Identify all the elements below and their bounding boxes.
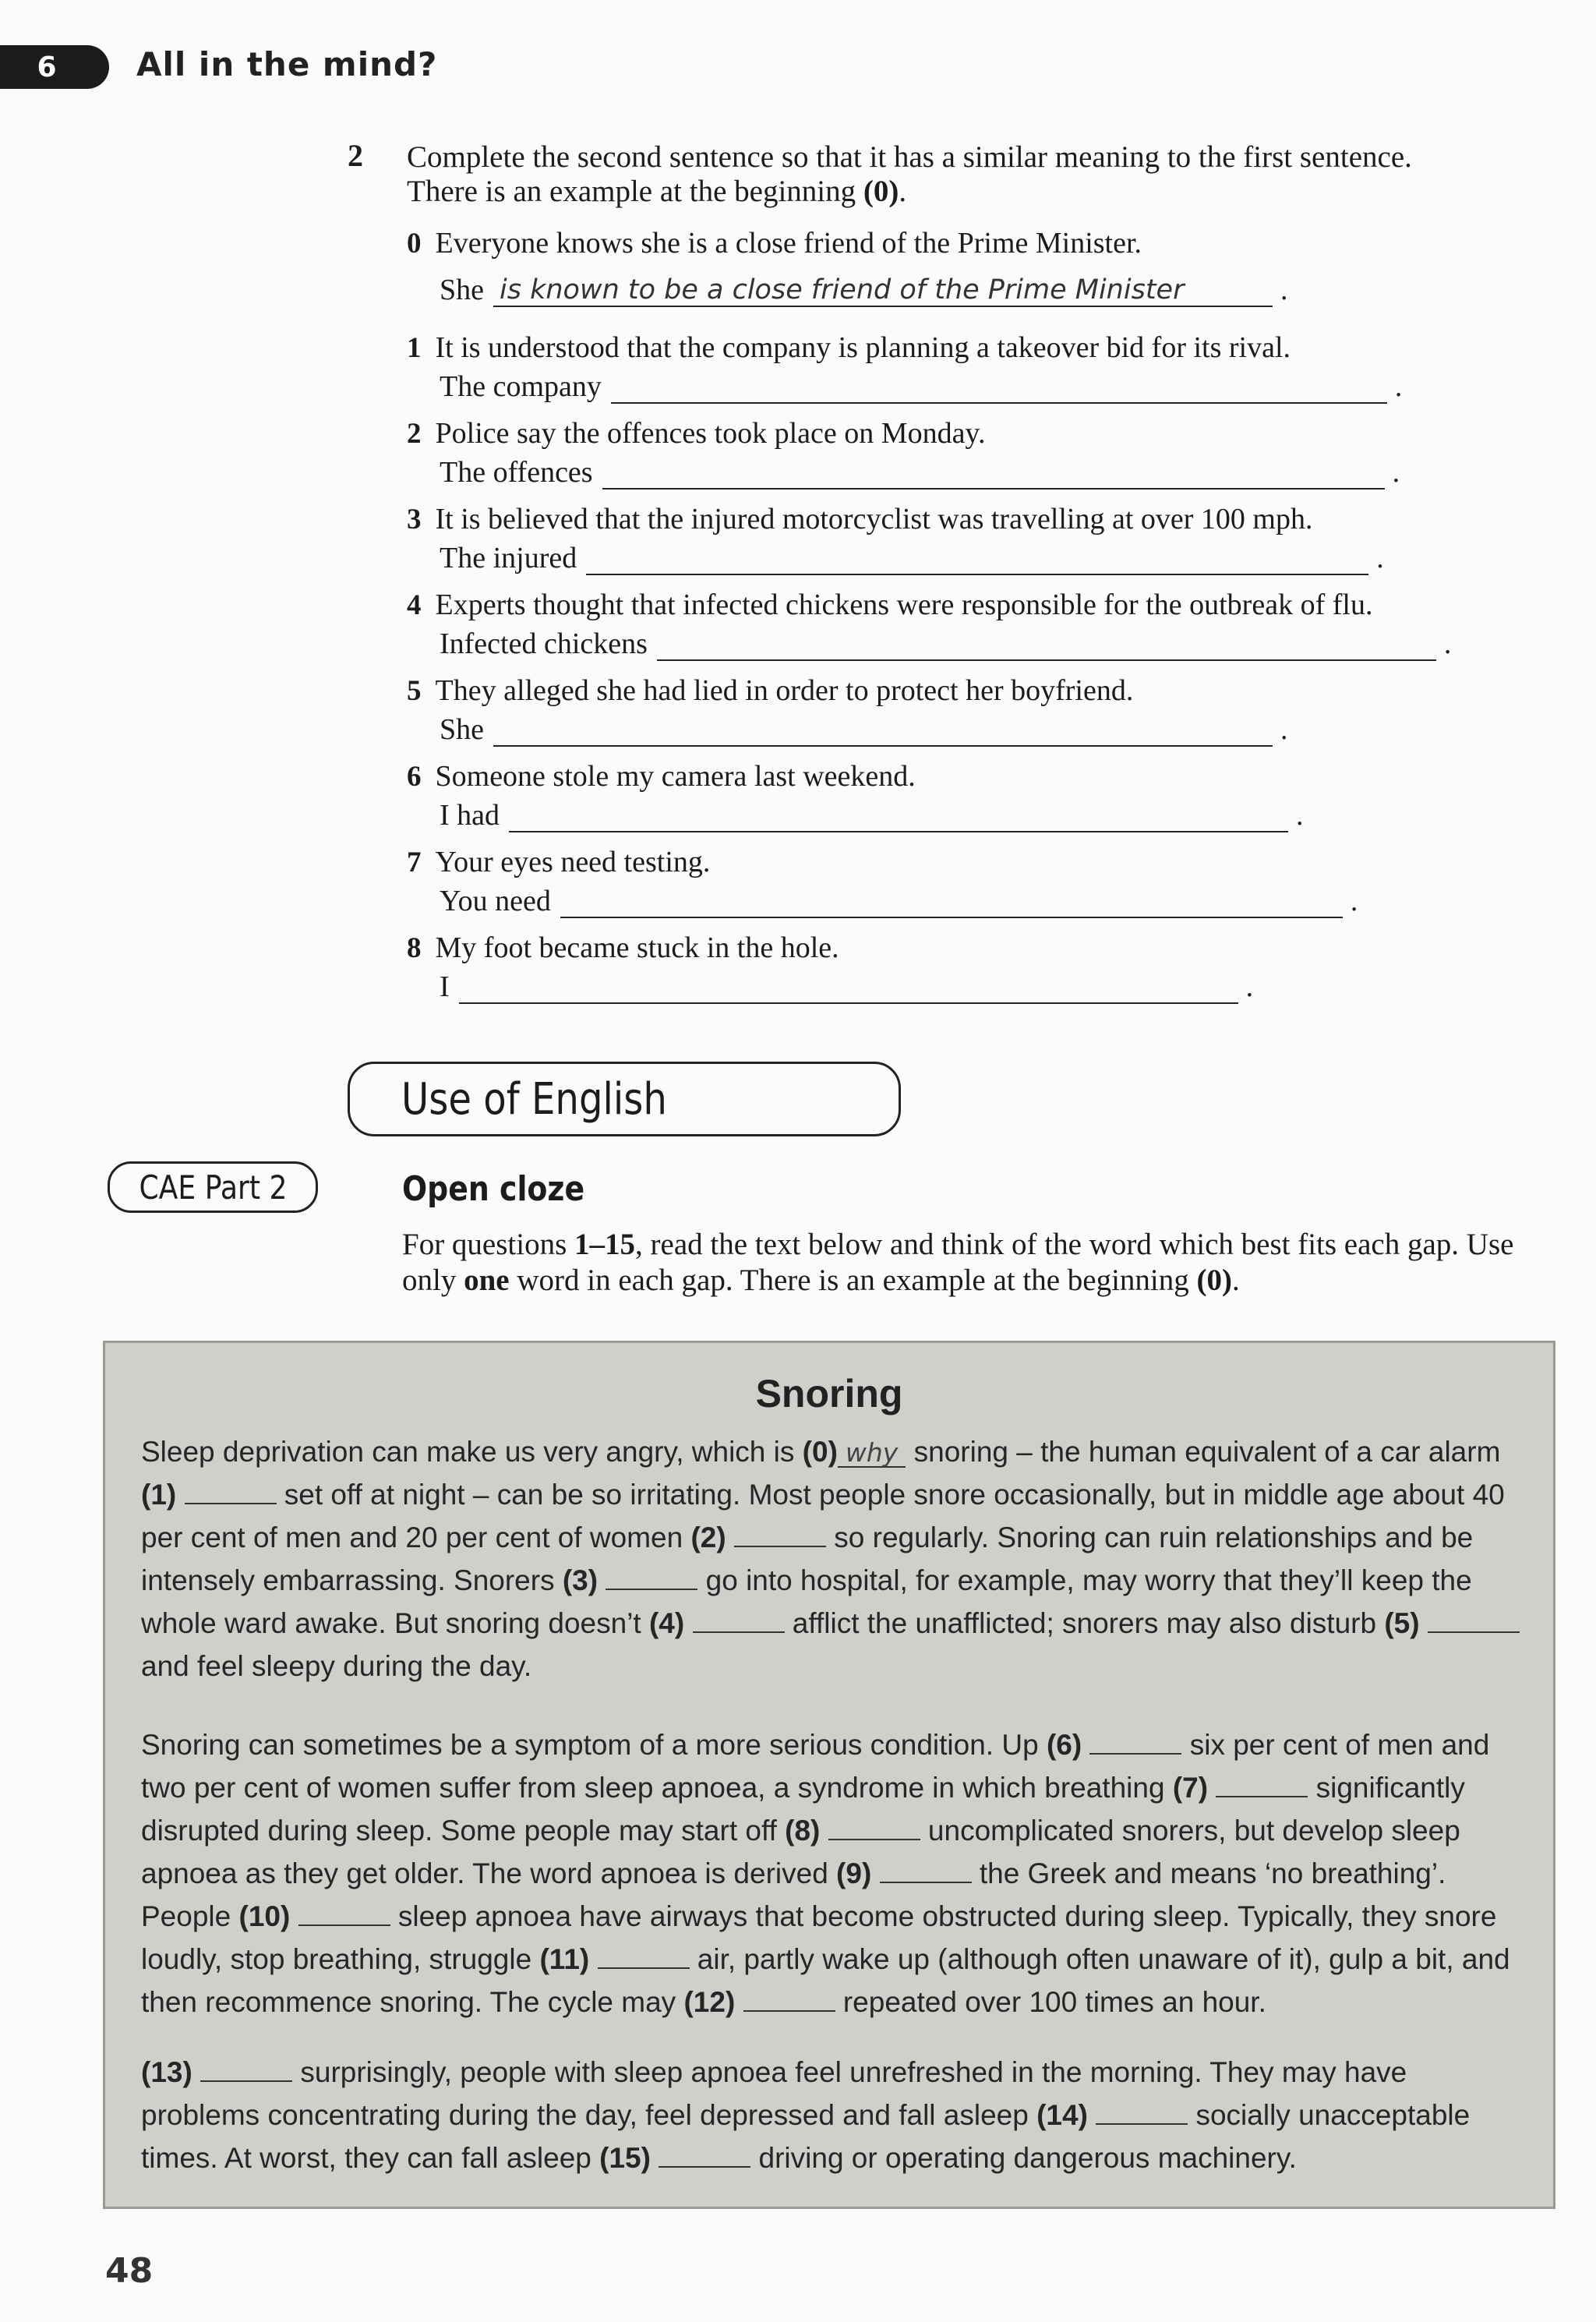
answer-row: She .	[440, 713, 1288, 746]
question-item: 3 It is believed that the injured motorcyclist was travelling at over 100 mph.	[407, 503, 1313, 535]
question-item: 4 Experts thought that infected chickens were responsible for the outbreak of flu.	[407, 588, 1373, 621]
answer-row: Infected chickens .	[440, 627, 1452, 660]
gap-5[interactable]	[1428, 1608, 1520, 1633]
answer-row: I .	[440, 970, 1254, 1003]
answer-field[interactable]	[611, 374, 1387, 404]
gap-14[interactable]	[1096, 2100, 1188, 2125]
answer-row: You need .	[440, 885, 1358, 917]
question-item: 2 Police say the offences took place on Monday.	[407, 417, 986, 450]
unit-number-tab: 6	[0, 45, 109, 89]
task-instructions: For questions 1–15, read the text below and think of the word which best fits each gap. Use only one word in each gap. There is an example at the beginning (0).	[402, 1228, 1514, 1297]
answer-field[interactable]	[657, 631, 1436, 661]
gap-4[interactable]	[693, 1608, 785, 1633]
gap-6[interactable]	[1089, 1730, 1181, 1755]
exam-part-badge: CAE Part 2	[108, 1161, 318, 1213]
question-item: 1 It is understood that the company is planning a takeover bid for its rival.	[407, 331, 1291, 364]
exercise-instruction: Complete the second sentence so that it has a similar meaning to the first sentence. There is an example at the beginning (0).	[407, 140, 1412, 208]
gap-12[interactable]	[743, 1987, 835, 2012]
reading-text-box	[103, 1341, 1555, 2209]
gap-11[interactable]	[598, 1944, 690, 1969]
gap-3[interactable]	[606, 1565, 697, 1590]
answer-field[interactable]	[560, 889, 1343, 918]
question-item: 5 They alleged she had lied in order to protect her boyfriend.	[407, 674, 1134, 707]
question-item: 7 Your eyes need testing.	[407, 846, 711, 878]
gap-2[interactable]	[734, 1522, 826, 1547]
answer-row: The company .	[440, 370, 1403, 403]
page-number: 48	[105, 2251, 154, 2291]
answer-field[interactable]	[459, 974, 1238, 1004]
reading-paragraph-2: Snoring can sometimes be a symptom of a more serious condition. Up (6) six per cent of men and two per cent of women suffer from sleep apnoea, a syndrome in which breathing (7) significantly disrupted during sleep. Some people may start off (8) uncomplicated snorers, but develop sleep apnoea as they get older. The word apnoea is derived (9) the Greek and means ‘no breathing’. People (10) sleep apnoea have airways that become obstructed during sleep. Typically, they snore loudly, stop breathing, struggle (11) air, partly wake up (although often unaware of it), gulp a bit, and then recommence snoring. The cycle may (12) repeated over 100 times an hour.	[141, 1729, 1510, 2018]
answer-field[interactable]	[602, 460, 1385, 489]
answer-field[interactable]	[493, 717, 1273, 747]
gap-1[interactable]	[185, 1479, 277, 1504]
gap-7[interactable]	[1216, 1772, 1308, 1797]
gap-13[interactable]	[200, 2057, 292, 2082]
gap-15[interactable]	[659, 2143, 750, 2168]
exercise-number: 2	[348, 138, 363, 173]
question-item: 8 My foot became stuck in the hole.	[407, 931, 839, 964]
answer-field[interactable]: is known to be a close friend of the Prime Minister	[493, 277, 1273, 307]
task-title: Open cloze	[402, 1169, 585, 1209]
gap-8[interactable]	[828, 1815, 920, 1840]
answer-row: The injured .	[440, 542, 1384, 574]
answer-row: She is known to be a close friend of the Prime Minister .	[440, 274, 1288, 306]
reading-paragraph-1: Sleep deprivation can make us very angry, which is (0) why snoring – the human equivalent of a car alarm (1) set off at night – can be so irritating. Most people snore occasionally, but in middle age about 40 per cent of men and 20 per cent of women (2) so regularly. Snoring can ruin relationships and be intensely embarrassing. Snorers (3) go into hospital, for example, may worry that they’ll keep the whole ward awake. But snoring doesn’t (4) afflict the unafflicted; snorers may also disturb (5) and feel sleepy during the day.	[141, 1430, 1528, 1688]
reading-paragraph-3: (13) surprisingly, people with sleep apnoea feel unrefreshed in the morning. They may have problems concentrating during the day, feel depressed and fall asleep (14) socially unacceptable times. At worst, they can fall asleep (15) driving or operating dangerous machinery.	[141, 2056, 1471, 2174]
gap-example: why	[838, 1440, 906, 1468]
answer-field[interactable]	[509, 803, 1288, 832]
question-item: 0 Everyone knows she is a close friend of the Prime Minister.	[407, 227, 1142, 260]
reading-title: Snoring	[755, 1372, 903, 1415]
answer-field[interactable]	[586, 546, 1368, 575]
question-item: 6 Someone stole my camera last weekend.	[407, 760, 916, 793]
gap-10[interactable]	[298, 1901, 390, 1926]
answer-row: I had .	[440, 799, 1304, 832]
section-heading-box: Use of English	[348, 1062, 901, 1136]
unit-title: All in the mind?	[136, 45, 438, 83]
gap-9[interactable]	[880, 1858, 972, 1883]
answer-row: The offences .	[440, 456, 1400, 489]
